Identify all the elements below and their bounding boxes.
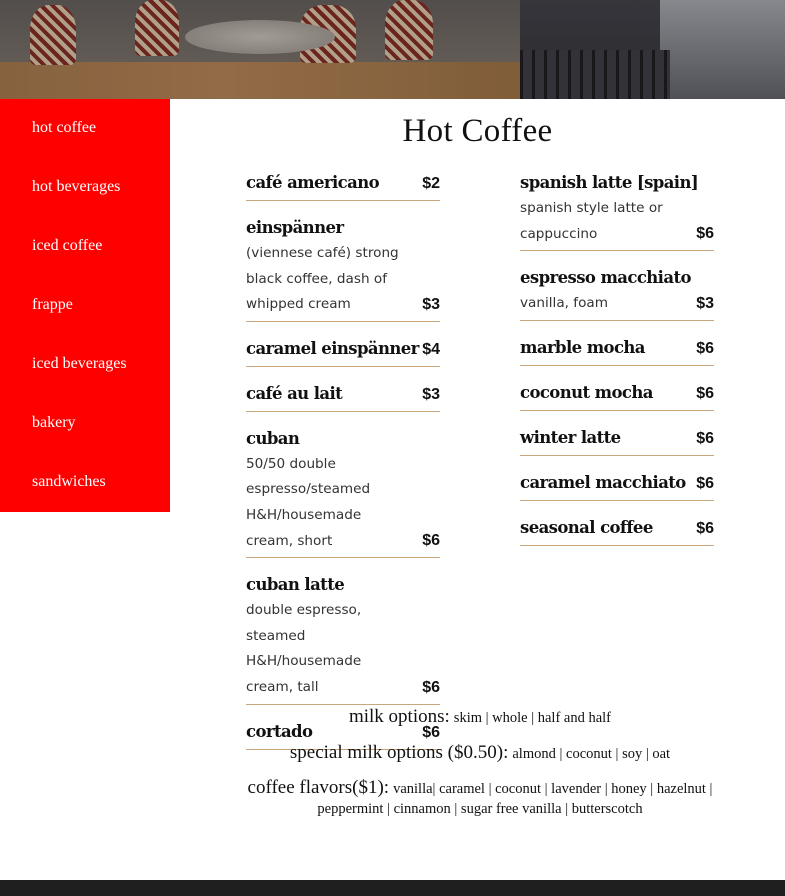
menu-item [520,380,714,411]
menu-item-price: $6 [696,225,714,243]
menu-item-description: (viennese café) strong black coffee, dash of whipped cream [246,245,399,313]
coffee-flavors-values: vanilla| caramel | coconut | lavender | honey | hazelnut | [393,781,713,797]
special-milk-options-values: almond | coconut | soy | oat [512,746,671,762]
menu-column-left [246,170,440,764]
menu-item [246,572,440,704]
sidebar-item-sandwiches[interactable]: sandwiches [32,473,106,490]
menu-item-name: cuban latte [246,575,345,595]
menu-item-name: coconut mocha [520,382,653,402]
menu-item-name: cortado [246,721,313,741]
milk-options-values: skim | whole | half and half [453,710,612,726]
menu-item [520,170,714,251]
menu-item [246,381,440,412]
menu-item-description: spanish style latte or cappuccino [520,200,663,242]
sidebar-item-bakery[interactable]: bakery [32,414,76,431]
sidebar-item-frappe[interactable]: frappe [32,296,73,313]
menu-item-price: $6 [422,723,440,741]
menu-item [246,215,440,322]
menu-item [246,336,440,367]
milk-options-label: milk options: [348,706,450,727]
menu-item-price: $6 [696,519,714,537]
menu-item [246,170,440,201]
menu-item-price: $3 [422,295,440,313]
menu-item-price: $6 [422,532,440,550]
menu-item-name: café au lait [246,383,343,403]
menu-item-name: seasonal coffee [520,517,653,537]
menu-item-description: double espresso, steamed H&H/housemade cream, tall [246,602,362,695]
menu-item [520,515,714,546]
menu-item [520,470,714,501]
menu-item-price: $2 [422,175,440,192]
menu-item [520,335,714,366]
menu-item [520,265,714,321]
menu-column-right [520,170,714,560]
menu-item-price: $4 [422,340,440,358]
menu-item [520,425,714,456]
menu-item-name: caramel macchiato [520,472,686,492]
menu-item-name: cuban [246,428,300,448]
menu-item-description: vanilla, foam [520,295,608,312]
special-milk-options [170,742,785,764]
milk-options [170,706,785,728]
menu-item-name: caramel einspänner [246,338,419,358]
page-title: Hot Coffee [402,113,553,149]
hero-photo [0,0,785,99]
category-sidebar [0,99,170,512]
menu-item-price: $3 [696,294,714,312]
menu-item-name: einspänner [246,218,344,237]
coffee-flavors-values: peppermint | cinnamon | sugar free vanilla | butterscotch [317,801,643,817]
hero-overlay [0,0,785,99]
menu-item-price: $3 [422,385,440,403]
menu-item-name: winter latte [520,427,621,447]
sidebar-item-iced-coffee[interactable]: iced coffee [32,237,103,254]
coffee-flavors-label: coffee flavors($1): [247,777,390,798]
special-milk-options-label: special milk options ($0.50): [289,742,509,763]
menu-item-price: $6 [696,339,714,357]
menu-item-price: $6 [696,384,714,402]
sidebar-item-hot-beverages[interactable]: hot beverages [32,178,121,195]
menu-item-name: marble mocha [520,337,645,357]
sidebar-item-hot-coffee[interactable]: hot coffee [32,119,97,136]
menu-item-description: 50/50 double espresso/steamed H&H/housemade cream, short [246,455,371,549]
menu-item-name: espresso macchiato [520,268,691,288]
menu-item-price: $6 [696,429,714,447]
sidebar-item-iced-beverages[interactable]: iced beverages [32,355,127,372]
menu-item-price: $6 [696,474,714,492]
coffee-flavors [170,778,785,819]
menu-item-price: $6 [422,678,440,696]
menu-item-name: café americano [246,173,380,192]
page-footer [0,880,785,896]
menu-item-name: spanish latte [spain] [520,173,699,192]
menu-item [246,426,440,558]
